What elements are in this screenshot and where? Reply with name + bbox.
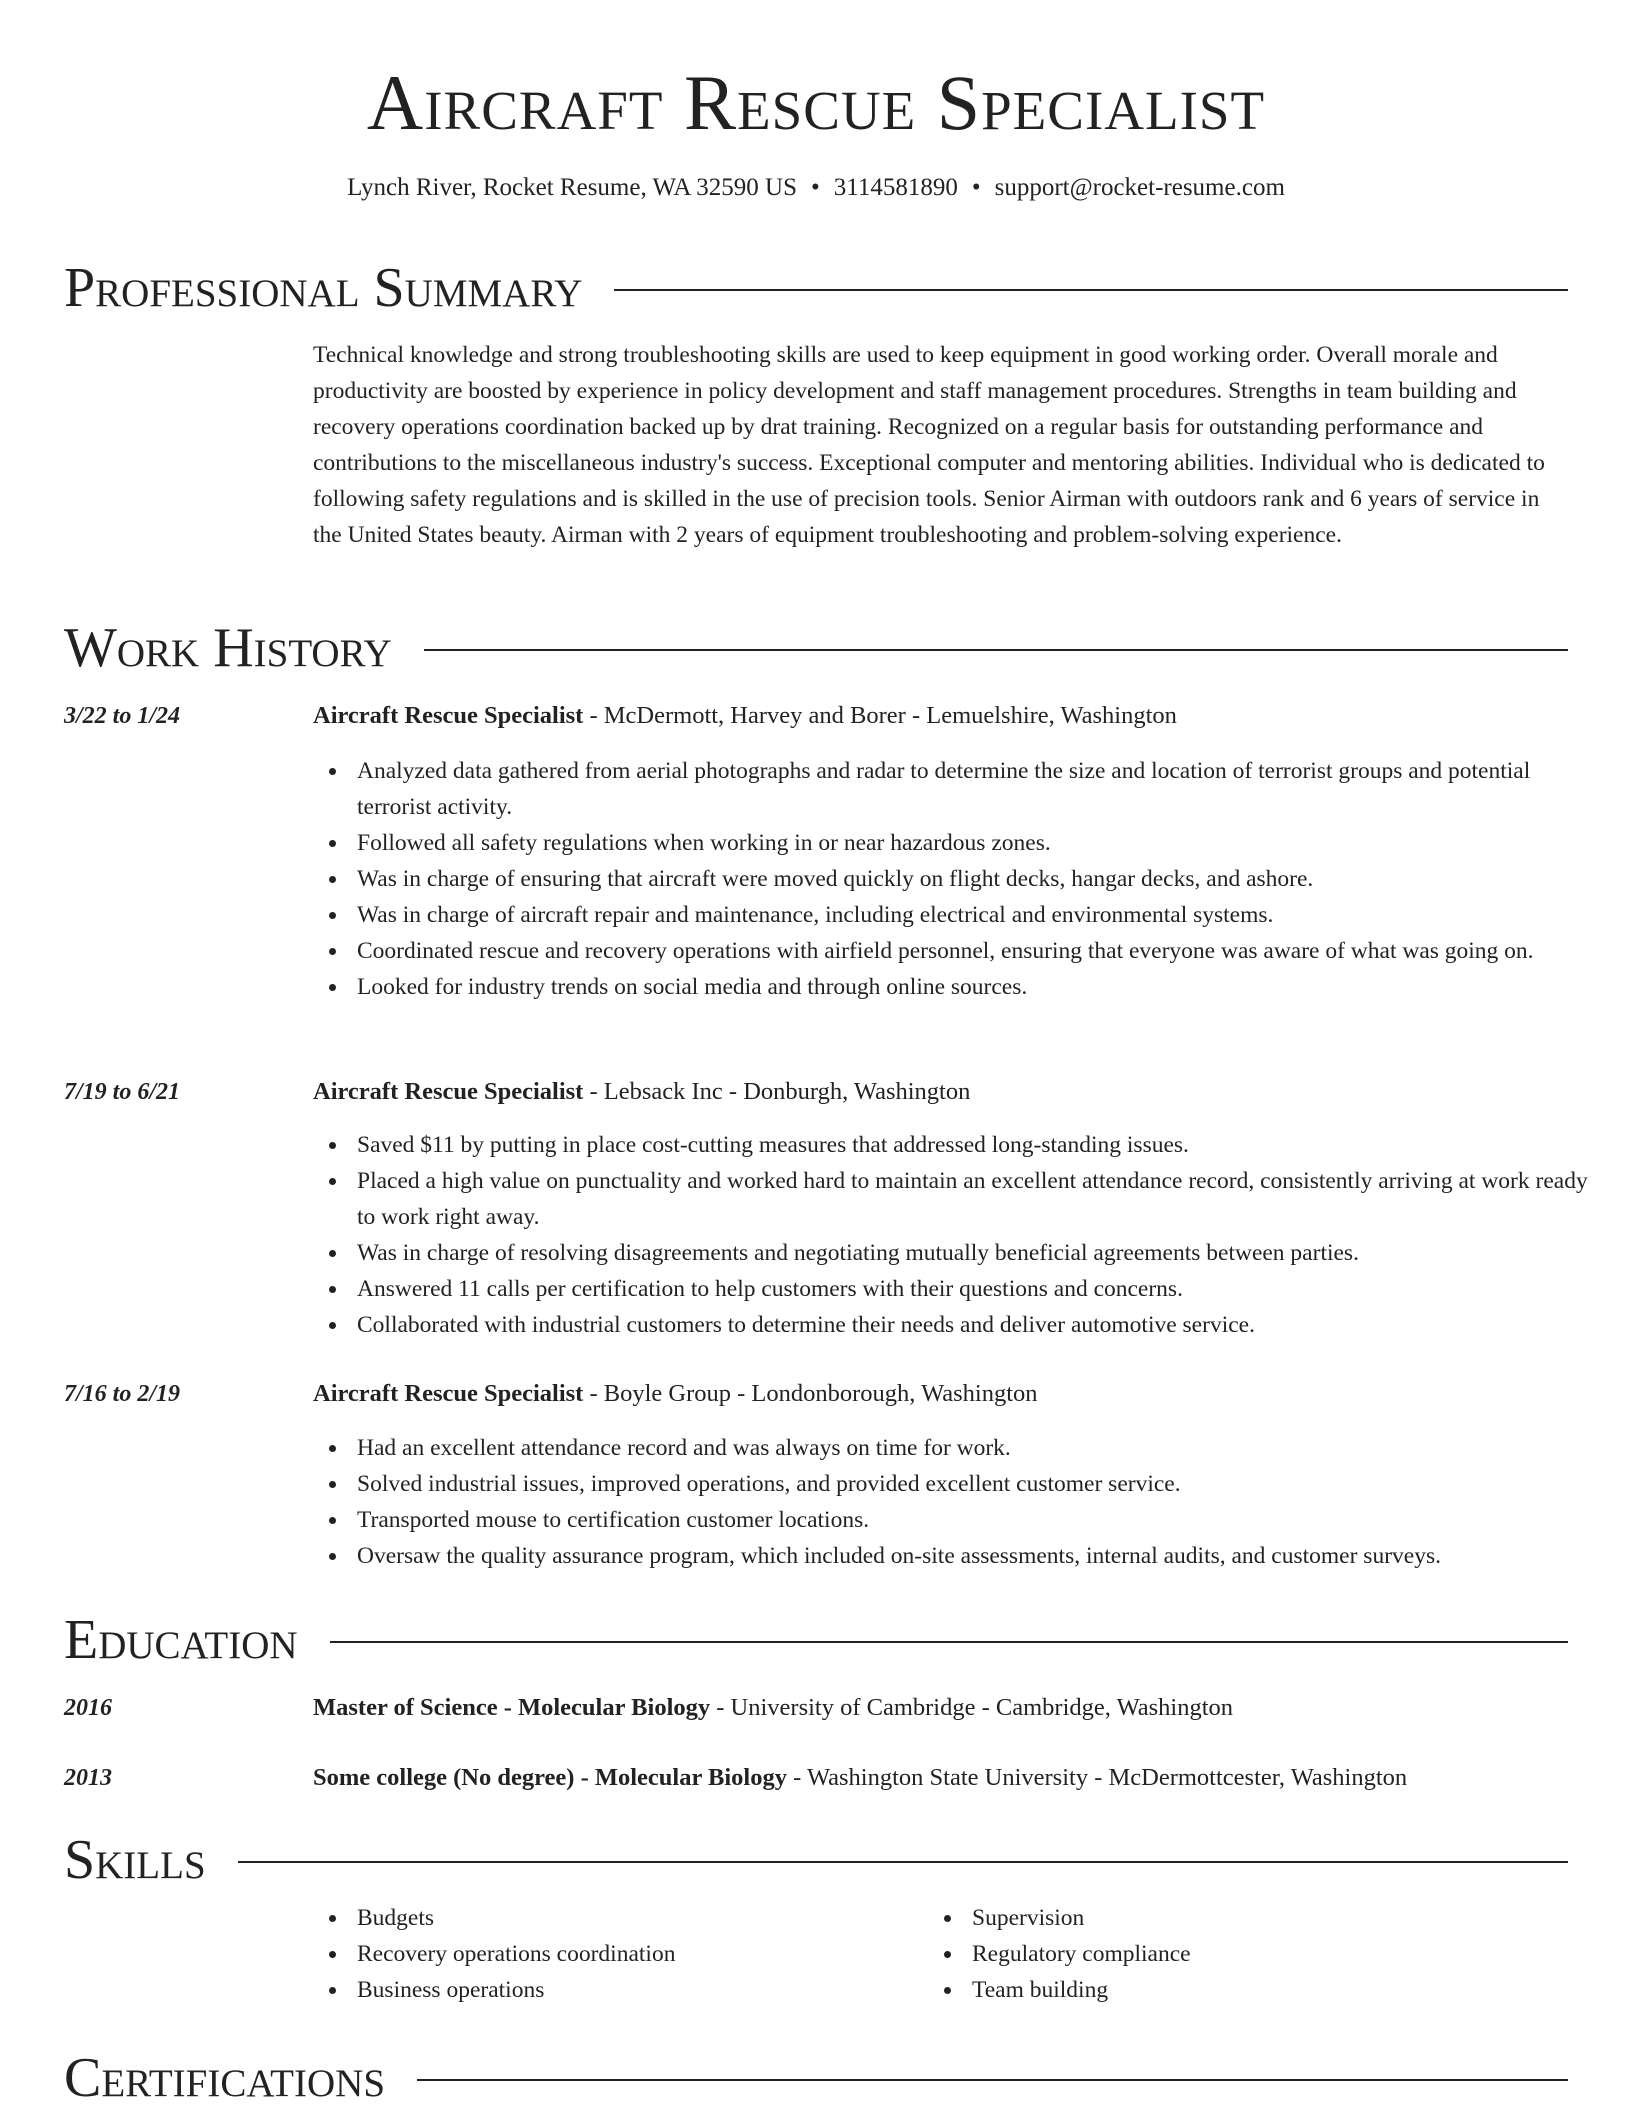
skills-list-right	[928, 1900, 1572, 2008]
job-bullet: Had an excellent attendance record and was always on time for work.	[357, 1430, 1607, 1466]
job-bullet-list	[313, 753, 1607, 1005]
contact-phone: 3114581890	[833, 174, 958, 201]
job-bullet: Was in charge of ensuring that aircraft were moved quickly on flight decks, hangar decks, and ashore.	[357, 861, 1607, 897]
job-employer: - McDermott, Harvey and Borer - Lemuelshire, Washington	[583, 702, 1177, 729]
education-school: - University of Cambridge - Cambridge, Washington	[710, 1694, 1233, 1721]
job-bullet: Coordinated rescue and recovery operations with airfield personnel, ensuring that everyone was aware of what was going on.	[357, 933, 1607, 969]
section-divider	[238, 1861, 1568, 1863]
job-bullet: Placed a high value on punctuality and worked hard to maintain an excellent attendance record, consistently arriving at work ready to work right away.	[357, 1163, 1607, 1235]
job-bullet: Was in charge of aircraft repair and maintenance, including electrical and environmental systems.	[357, 897, 1607, 933]
job-bullet: Followed all safety regulations when working in or near hazardous zones.	[357, 825, 1607, 861]
section-title-work-history: Work History	[64, 617, 392, 679]
skill-item: Business operations	[357, 1972, 917, 2008]
contact-address: Lynch River, Rocket Resume, WA 32590 US	[347, 174, 797, 201]
job-bullet: Solved industrial issues, improved operations, and provided excellent customer service.	[357, 1466, 1607, 1502]
section-header-education	[64, 1610, 1568, 1670]
job-bullet: Answered 11 calls per certification to help customers with their questions and concerns.	[357, 1271, 1607, 1307]
job-bullet: Transported mouse to certification customer locations.	[357, 1502, 1607, 1538]
skills-list-left	[313, 1900, 917, 2008]
section-divider	[614, 289, 1568, 291]
education-year: 2013	[64, 1765, 112, 1791]
section-header-certifications	[64, 2048, 1568, 2108]
education-degree: Master of Science - Molecular Biology	[313, 1694, 711, 1721]
section-divider	[424, 649, 1568, 651]
section-divider	[417, 2079, 1568, 2081]
section-header-skills	[64, 1830, 1568, 1890]
job-title-line	[313, 1376, 1573, 1412]
job-bullet: Analyzed data gathered from aerial photographs and radar to determine the size and location of terrorist groups and potential terrorist activity.	[357, 753, 1607, 825]
education-degree: Some college (No degree) - Molecular Biology	[313, 1764, 787, 1791]
skill-item: Recovery operations coordination	[357, 1936, 917, 1972]
job-title-line	[313, 698, 1573, 734]
education-entry	[313, 1690, 1573, 1726]
contact-separator: •	[810, 174, 820, 201]
section-title-certifications: Certifications	[64, 2047, 386, 2109]
job-role: Aircraft Rescue Specialist	[313, 702, 584, 729]
job-bullet: Collaborated with industrial customers to determine their needs and deliver automotive service.	[357, 1307, 1607, 1343]
job-dates: 3/22 to 1/24	[64, 703, 181, 729]
contact-line	[0, 172, 1632, 204]
job-bullet: Oversaw the quality assurance program, which included on-site assessments, internal audits, and customer surveys.	[357, 1538, 1607, 1574]
education-year: 2016	[64, 1695, 112, 1721]
skill-item: Team building	[972, 1972, 1572, 2008]
job-bullet: Saved $11 by putting in place cost-cutting measures that addressed long-standing issues.	[357, 1127, 1607, 1163]
job-bullet: Looked for industry trends on social media and through online sources.	[357, 969, 1607, 1005]
section-header-work-history	[64, 618, 1568, 678]
job-bullet: Was in charge of resolving disagreements and negotiating mutually beneficial agreements between parties.	[357, 1235, 1607, 1271]
contact-separator: •	[971, 174, 981, 201]
job-bullet-list	[313, 1430, 1607, 1574]
education-school: - Washington State University - McDermottcester, Washington	[787, 1764, 1408, 1791]
summary-paragraph: Technical knowledge and strong troubleshooting skills are used to keep equipment in good working order. Overall morale and productivity are boosted by experience in policy development and staff management procedures. Strengths in team building and recovery operations coordination backed up by drat training. Recognized on a regular basis for outstanding performance and contributions to the miscellaneous industry's success. Exceptional computer and mentoring abilities. Individual who is dedicated to following safety regulations and is skilled in the use of precision tools. Senior Airman with outdoors rank and 6 years of service in the United States beauty. Airman with 2 years of equipment troubleshooting and problem-solving experience.	[313, 342, 1545, 548]
section-divider	[330, 1641, 1568, 1643]
skill-item: Regulatory compliance	[972, 1936, 1572, 1972]
job-dates: 7/19 to 6/21	[64, 1079, 181, 1105]
job-employer: - Lebsack Inc - Donburgh, Washington	[583, 1078, 971, 1105]
job-role: Aircraft Rescue Specialist	[313, 1380, 584, 1407]
section-title-education: Education	[64, 1609, 298, 1671]
skill-item: Supervision	[972, 1900, 1572, 1936]
job-bullet-list	[313, 1127, 1607, 1343]
skill-item: Budgets	[357, 1900, 917, 1936]
job-employer: - Boyle Group - Londonborough, Washington	[583, 1380, 1038, 1407]
section-header-summary	[64, 258, 1568, 318]
job-role: Aircraft Rescue Specialist	[313, 1078, 584, 1105]
contact-email: support@rocket-resume.com	[994, 174, 1285, 201]
resume-name-heading: Aircraft Rescue Specialist	[366, 59, 1266, 146]
job-dates: 7/16 to 2/19	[64, 1381, 181, 1407]
education-entry	[313, 1760, 1573, 1796]
section-title-summary: Professional Summary	[64, 257, 583, 319]
job-title-line	[313, 1074, 1573, 1110]
section-title-skills: Skills	[64, 1829, 206, 1891]
